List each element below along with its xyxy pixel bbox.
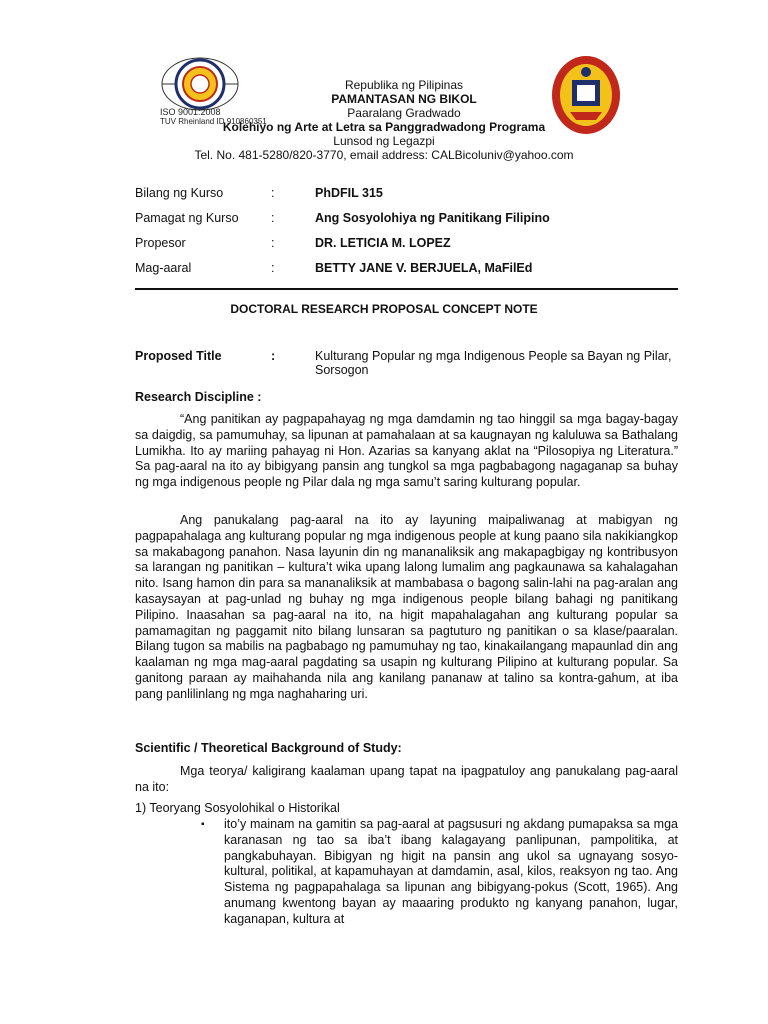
city-line: Lunsod ng Legazpi [333, 134, 435, 148]
iso-line2: TUV Rheinland ID 910860351 [160, 117, 267, 126]
student-value: BETTY JANE V. BERJUELA, MaFilEd [315, 261, 533, 275]
republic-line: Republika ng Pilipinas [344, 78, 464, 92]
research-discipline-heading: Research Discipline : [135, 390, 262, 404]
course-title-label: Pamagat ng Kurso [135, 211, 239, 225]
course-title-value: Ang Sosyolohiya ng Panitikang Filipino [315, 211, 550, 225]
contact-line: Tel. No. 481-5280/820-3770, email address: CALBicoluniv@yahoo.com [194, 148, 574, 162]
student-colon: : [271, 261, 275, 275]
theory-item-1-bullet-text: ito’y mainam na gamitin sa pag-aaral at pagsusuri ng akdang pumapaksa sa mga karanasan ng tao sa iba’t ibang kalagayang panlipunan, pampolitika, at pangkabuhayan. Bibigyan ng higit na pansin ang ukol sa ugnayang sosyo-kultural, politikal, at kapamuhayan at damdamin, asal, kilos, reaksyon ng tao. Ang Sistema ng pagpapahalaga sa lipunan ang bibigyang-pokus (Scott, 1965). Ang anumang kwentong bayan ay maaaring produkto ng kanyang panahon, lugar, kaganapan, kultura at [224, 817, 678, 926]
university-name: PAMANTASAN NG BIKOL [331, 92, 477, 106]
background-intro: Mga teorya/ kaligirang kaalaman upang tapat na ipagpatuloy ang panukalang pag-aaral na ito: [135, 764, 678, 794]
proposed-title-value: Kulturang Popular ng mga Indigenous People sa Bayan ng Pilar, Sorsogon [315, 349, 672, 377]
professor-value: DR. LETICIA M. LOPEZ [315, 236, 451, 250]
proposed-title-colon: : [271, 349, 276, 363]
horizontal-rule [135, 288, 678, 290]
professor-label: Propesor [135, 236, 186, 250]
letterhead-text [0, 78, 768, 162]
theory-item-1-label: 1) Teoryang Sosyolohikal o Historikal [135, 801, 340, 815]
research-discipline-paragraph-2: Ang panukalang pag-aaral na ito ay layuning maipaliwanag at mabigyan ng pagpapahalaga ang kulturang popular ng mga indigenous people at kung paano sila nakikiangkop sa makabagong panahon. Nasa layunin din ng mananaliksik ang makapagbigay ng kontribusyon sa larangan ng panitikan – kultura’t wika upang lalong lumalim ang pagkaunawa sa kahalagahan nito. Isang hamon din para sa mananaliksik at mambabasa o bagong salin-lahi na pag-aralan ang kasaysayan at pag-unlad ng buhay ng mga indigenous people bilang bahagi ng panitikang Pilipino. Inaasahan sa pag-aaral na ito, na higit mapahalagahan ang kulturang popular sa pamamagitan ng paggamit nito bilang lunsaran sa pagtuturo ng panitikan o sa klase/paaralan. Bilang tugon sa mabilis na pagbabago ng pamumuhay ng tao, kinakailangang mapaunlad din ang kaalaman ng mga mag-aaral pagdating sa usapin ng kulturang Pilipino at kulturang popular. Sa ganitong paraan ay maihahanda nila ang kanilang pananaw at talino sa kontra-gahum, at iba pang panlilinlang ng mga naghaharing uri. [135, 513, 678, 701]
graduate-school-line: Paaralang Gradwado [347, 106, 461, 120]
course-title-colon: : [271, 211, 275, 225]
course-number-value: PhDFIL 315 [315, 186, 383, 200]
course-number-colon: : [271, 186, 275, 200]
course-number-label: Bilang ng Kurso [135, 186, 224, 200]
letterhead [0, 48, 768, 168]
iso-line1: ISO 9001:2008 [160, 107, 221, 117]
background-heading: Scientific / Theoretical Background of Study: [135, 741, 402, 755]
student-label: Mag-aaral [135, 261, 192, 275]
document-title: DOCTORAL RESEARCH PROPOSAL CONCEPT NOTE [230, 302, 538, 316]
professor-colon: : [271, 236, 275, 250]
research-discipline-paragraph-1: “Ang panitikan ay pagpapahayag ng mga damdamin ng tao hinggil sa mga bagay-bagay sa daigdig, sa pamumuhay, sa lipunan at pamahalaan at sa kaugnayan ng kaluluwa sa Bathalang Lumikha. Ito ay mariing pahayag ni Hon. Azarias sa kanyang aklat na “Pilosopiya ng Literatura.” Sa pag-aaral na ito ay bibigyang pansin ang tungkol sa mga pagbabagong nagaganap sa buhay ng mga indigenous people ng Pilar dala ng mga samu’t saring kulturang popular. [135, 412, 678, 490]
square-bullet-icon: ▪ [201, 819, 205, 830]
proposed-title-label: Proposed Title [135, 349, 222, 363]
college-name: Kolehiyo ng Arte at Letra sa Panggradwadong Programa [222, 120, 546, 134]
